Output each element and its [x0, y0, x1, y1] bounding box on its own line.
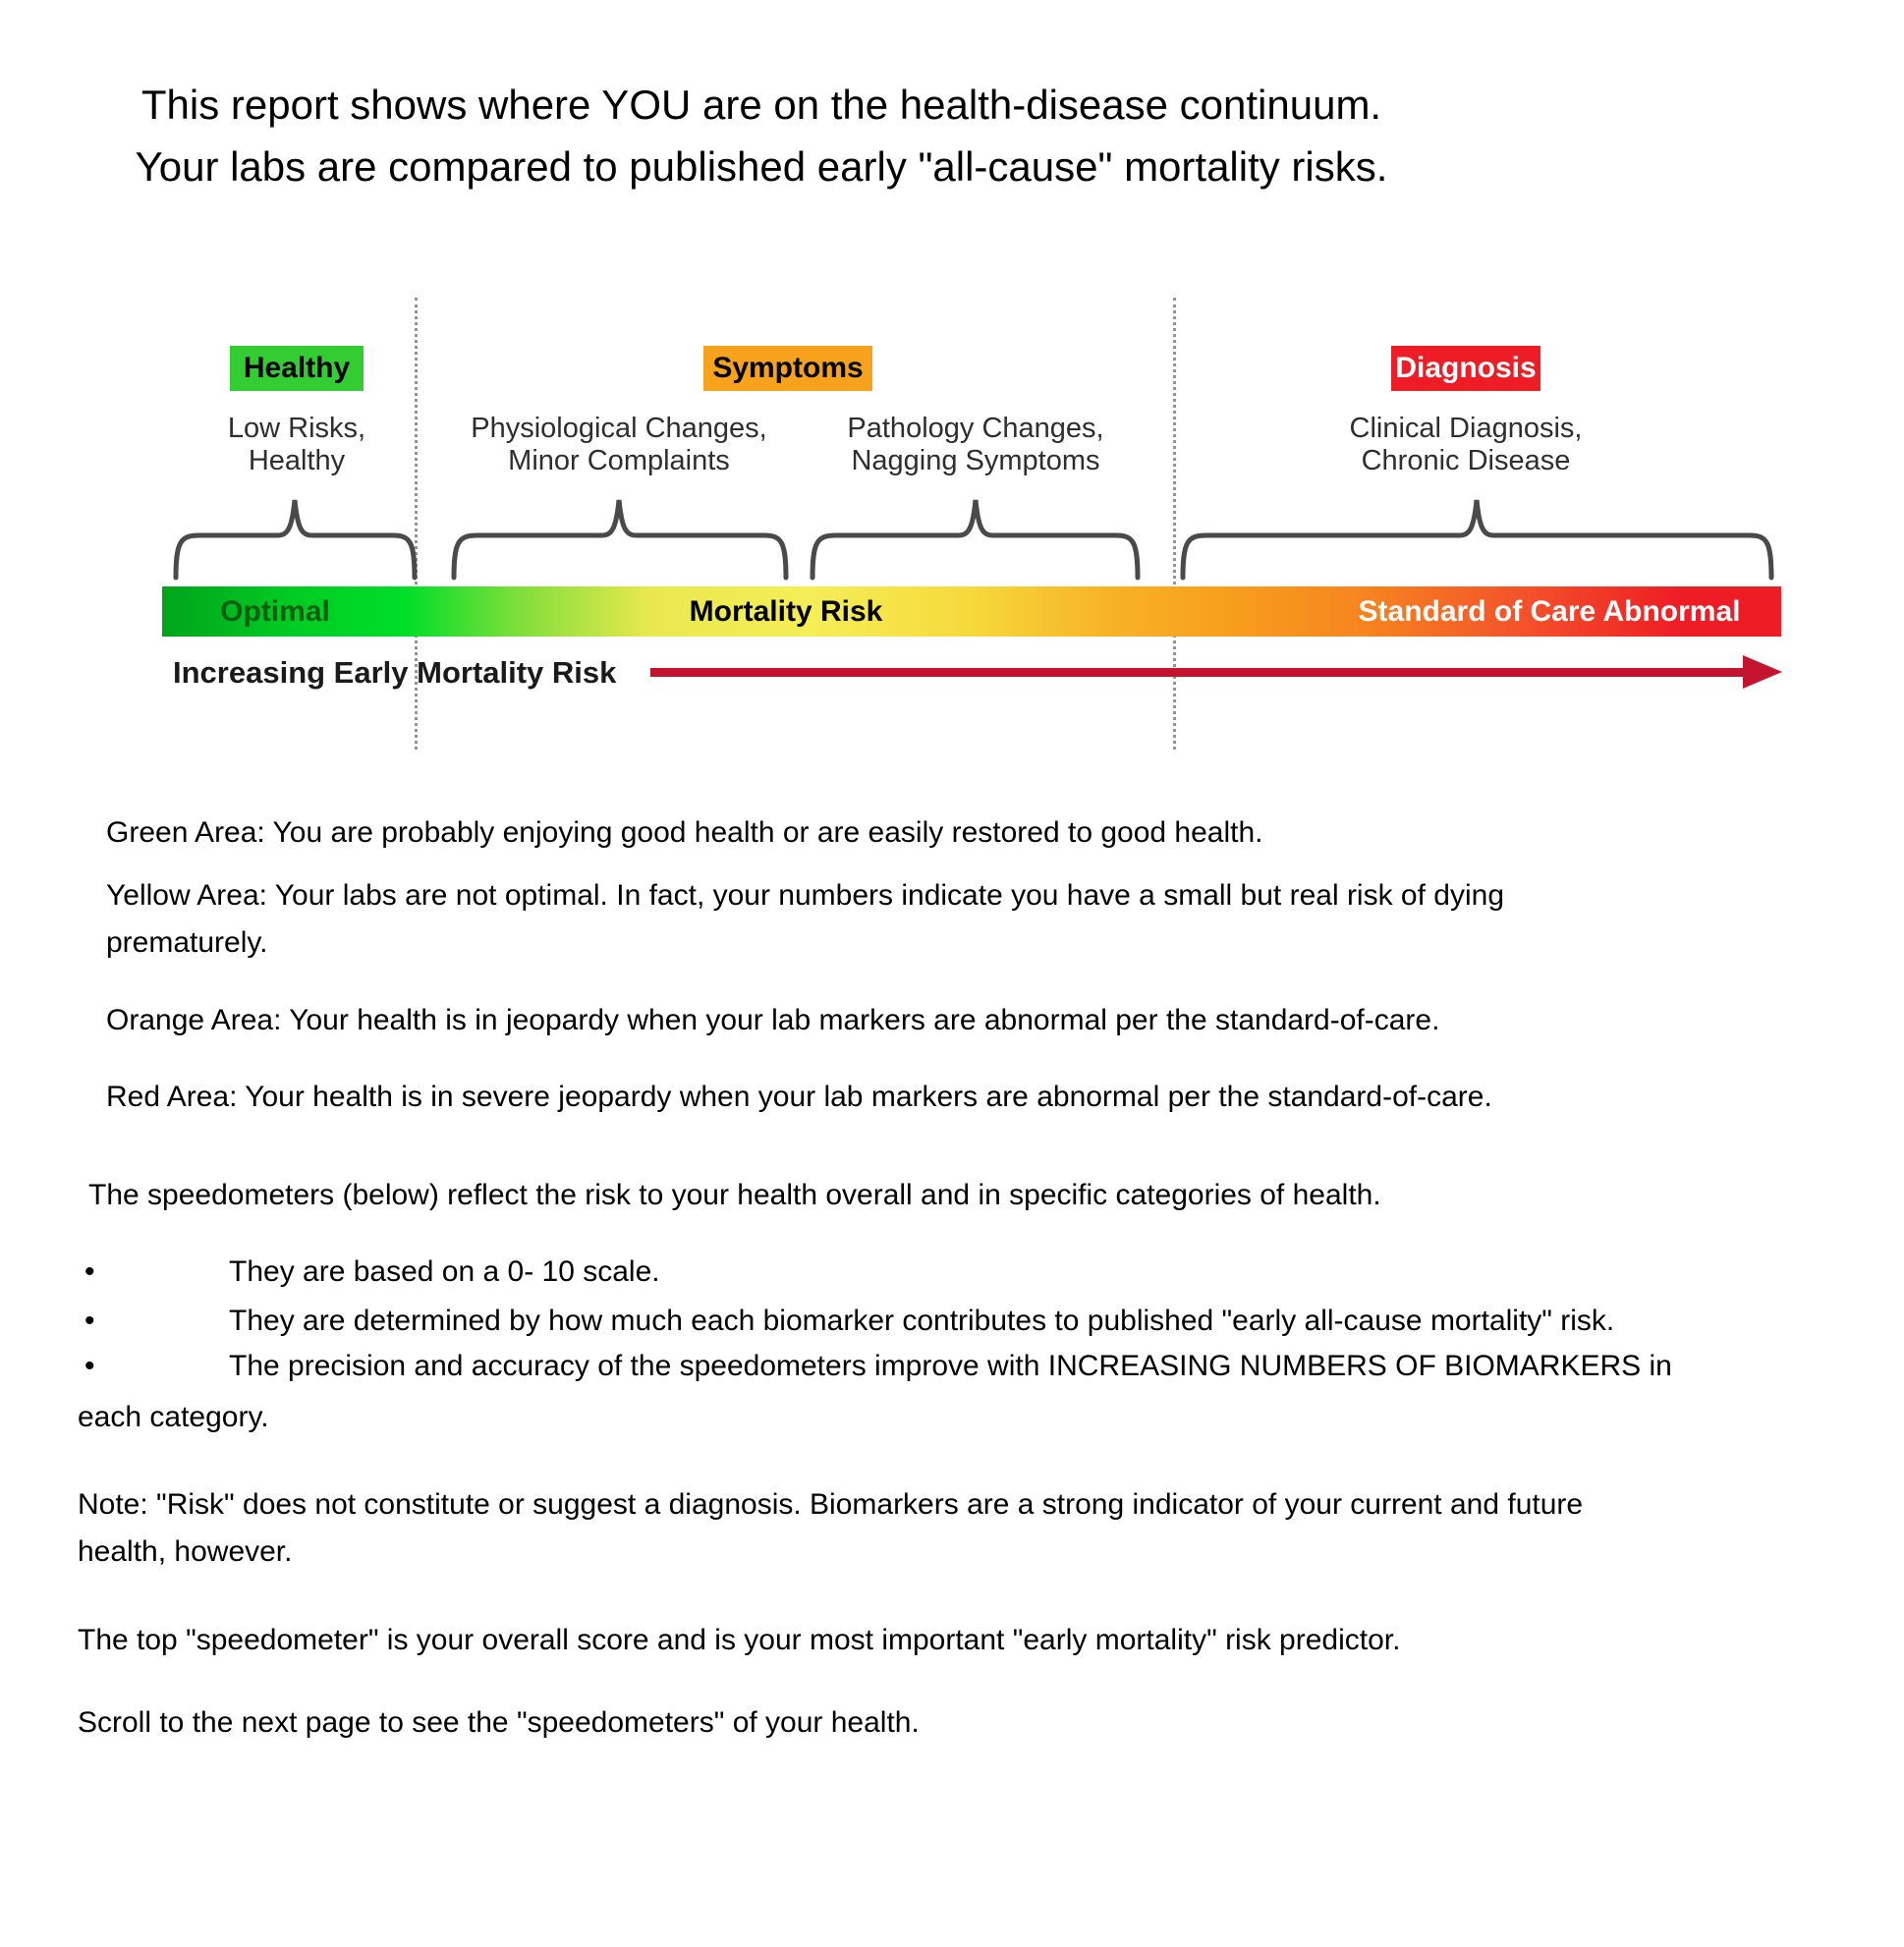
- page-title-line-2: Your labs are compared to published early "all-cause" mortality risks.: [135, 143, 1388, 190]
- risk-arrow-head-icon: [1743, 655, 1782, 689]
- brace-pathology: [812, 500, 1138, 578]
- stage-box-healthy: Healthy: [230, 346, 364, 391]
- phase-label-low-risks: Low Risks, Healthy: [227, 413, 366, 476]
- stage-box-symptoms: Symptoms: [703, 346, 872, 391]
- paragraph-orange-area: Orange Area: Your health is in jeopardy when your lab markers are abnormal per the standard-of-care.: [106, 1004, 1440, 1036]
- brace-physiological: [454, 500, 786, 578]
- paragraph-top-speedometer: The top "speedometer" is your overall score and is your most important "early mortality" risk predictor.: [78, 1624, 1401, 1656]
- brace-clinical: [1183, 500, 1771, 578]
- phase-label-pathology: Pathology Changes, Nagging Symptoms: [847, 413, 1104, 476]
- page-title-line-1: This report shows where YOU are on the health-disease continuum.: [140, 82, 1382, 128]
- paragraph-note-line-1: Note: "Risk" does not constitute or suggest a diagnosis. Biomarkers are a strong indicator of your current and future: [78, 1488, 1584, 1521]
- brace-healthy: [176, 500, 415, 578]
- bar-label-standard-of-care: Standard of Care Abnormal: [1358, 595, 1741, 628]
- paragraph-speedometers-intro: The speedometers (below) reflect the risk to your health overall and in specific categories of health.: [88, 1179, 1381, 1211]
- bullet-item-scale: They are based on a 0- 10 scale.: [229, 1255, 660, 1288]
- bullet-icon: •: [84, 1305, 95, 1337]
- paragraph-yellow-area-line-1: Yellow Area: Your labs are not optimal. In fact, your numbers indicate you have a small but real risk of dying: [106, 879, 1505, 912]
- bar-label-optimal: Optimal: [220, 595, 330, 628]
- risk-arrow-line: [650, 668, 1743, 677]
- paragraph-yellow-area-line-2: prematurely.: [106, 926, 268, 959]
- paragraph-red-area: Red Area: Your health is in severe jeopardy when your lab markers are abnormal per the standard-of-care.: [106, 1081, 1492, 1113]
- bullet-icon: •: [84, 1350, 95, 1382]
- phase-label-physiological: Physiological Changes, Minor Complaints: [471, 413, 767, 476]
- bullet-icon: •: [84, 1255, 95, 1288]
- bullet-item-precision: The precision and accuracy of the speedometers improve with INCREASING NUMBERS OF BIOMARKERS in: [229, 1350, 1672, 1382]
- paragraph-green-area: Green Area: You are probably enjoying good health or are easily restored to good health.: [106, 816, 1263, 849]
- paragraph-scroll-hint: Scroll to the next page to see the "speedometers" of your health.: [78, 1706, 920, 1739]
- bullet-item-determined: They are determined by how much each biomarker contributes to published "early all-cause mortality" risk.: [229, 1305, 1615, 1337]
- bar-label-mortality-risk: Mortality Risk: [689, 595, 883, 628]
- stage-box-diagnosis: Diagnosis: [1391, 346, 1540, 391]
- axis-label-increasing-risk: Increasing Early Mortality Risk: [173, 655, 617, 690]
- brace-group: [0, 0, 1904, 688]
- bullet-item-precision-wrap: each category.: [78, 1401, 269, 1433]
- paragraph-note-line-2: health, however.: [78, 1535, 293, 1568]
- phase-label-clinical: Clinical Diagnosis, Chronic Disease: [1349, 413, 1583, 476]
